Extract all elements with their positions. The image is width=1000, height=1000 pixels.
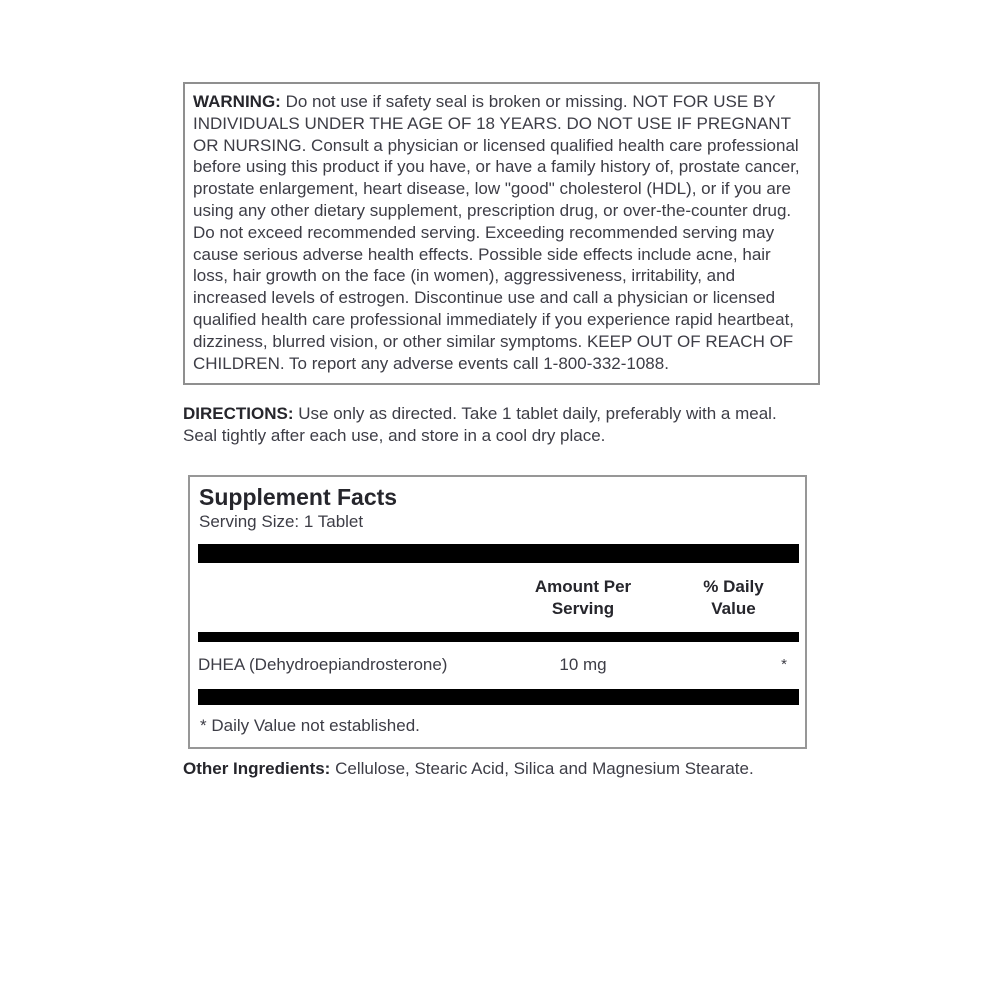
supplement-label [183, 82, 820, 780]
other-ingredients-section [183, 758, 820, 780]
amount-per-serving-header: Amount Per Serving [534, 576, 632, 618]
header-amount-cell [498, 576, 668, 620]
warning-label: WARNING: [193, 92, 281, 111]
percent-daily-value-header: % Daily Value [703, 576, 764, 618]
nutrient-name: DHEA (Dehydroepiandrosterone) [198, 654, 448, 674]
other-ingredients-label: Other Ingredients: [183, 758, 331, 778]
nutrient-amount: 10 mg [559, 654, 607, 674]
serving-size: Serving Size: 1 Tablet [199, 511, 364, 531]
daily-value-footnote: * Daily Value not established. [200, 715, 420, 735]
directions-section [183, 403, 820, 447]
divider-bar-top [198, 544, 799, 563]
other-ingredients-text: Cellulose, Stearic Acid, Silica and Magnesium Stearate. [335, 758, 754, 778]
warning-box [183, 82, 820, 385]
nutrient-row [198, 654, 799, 676]
directions-text: Use only as directed. Take 1 tablet daily, preferably with a meal. Seal tightly after each use, and store in a cool dry place. [183, 404, 787, 446]
divider-bar-bottom [198, 689, 799, 705]
directions-paragraph [183, 403, 820, 447]
directions-label: DIRECTIONS: [183, 404, 294, 424]
facts-header-row [198, 563, 799, 632]
other-ingredients-paragraph [183, 758, 820, 780]
divider-bar-middle [198, 632, 799, 642]
nutrient-daily-value: * [781, 655, 787, 673]
header-daily-value-cell [668, 576, 799, 620]
warning-text: Do not use if safety seal is broken or missing. NOT FOR USE BY INDIVIDUALS UNDER THE AGE OF 18 YEARS. DO NOT USE IF PREGNANT OR NURSING. Consult a physician or licensed qualified health care professional before using this product if you have, or have a family history of, prostate cancer, prostate enlargement, heart disease, low "good" cholesterol (HDL), or if you are using any other dietary supplement, prescription drug, or over-the-counter drug. Do not exceed recommended serving. Exceeding recommended serving may cause serious adverse health effects. Possible side effects include acne, hair loss, hair growth on the face (in women), aggressiveness, irritability, and increased levels of estrogen. Discontinue use and call a physician or licensed qualified health care professional immediately if you experience rapid heartbeat, dizziness, blurred vision, or other similar symptoms. KEEP OUT OF REACH OF CHILDREN. To report any adverse events call 1-800-332-1088. [193, 92, 805, 373]
supplement-facts-title: Supplement Facts [199, 483, 398, 510]
warning-paragraph [193, 91, 810, 374]
supplement-facts-panel [188, 475, 807, 749]
